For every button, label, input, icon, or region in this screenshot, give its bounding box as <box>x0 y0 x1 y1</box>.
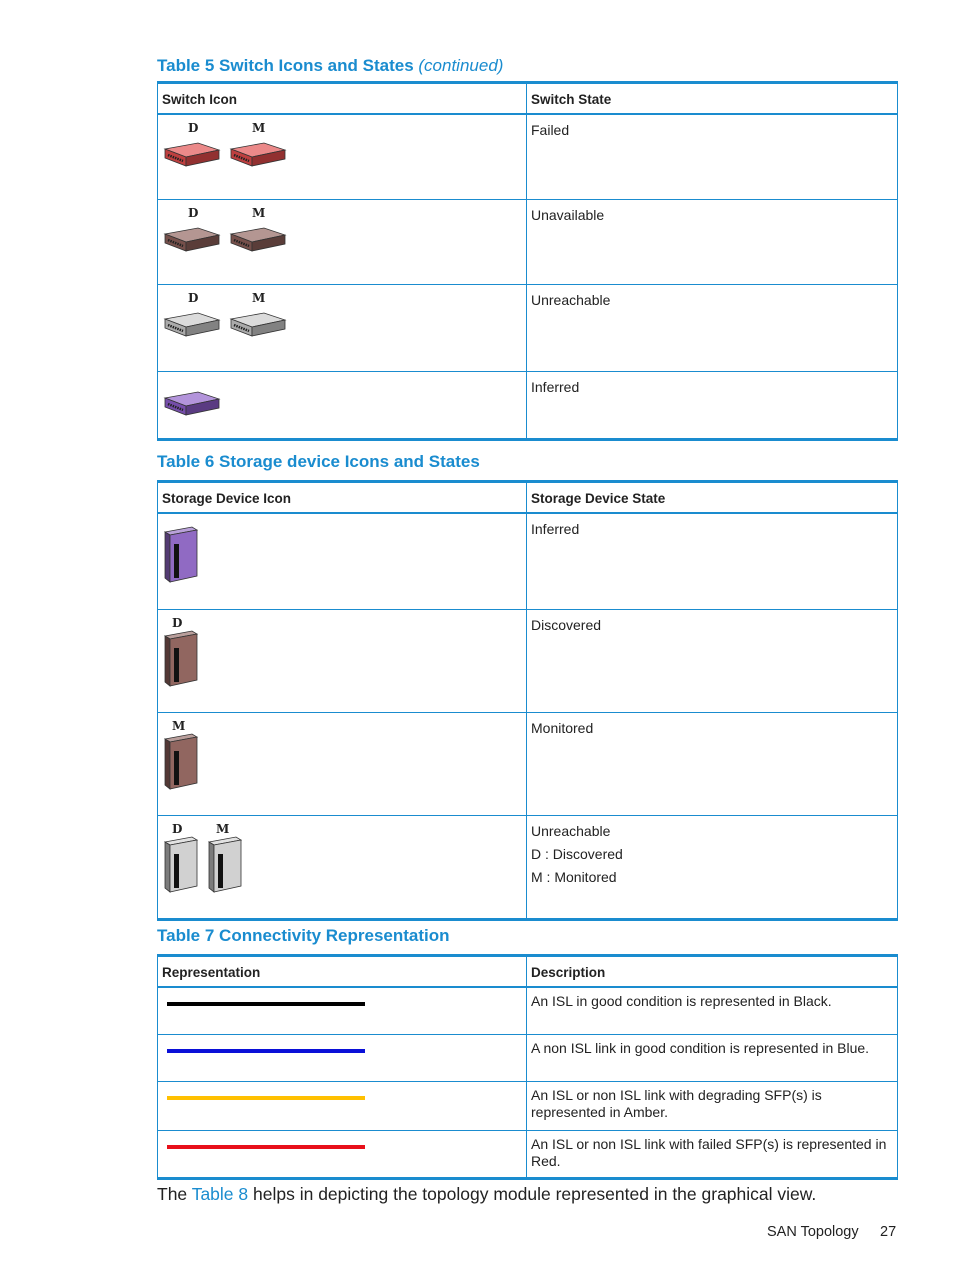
switch-icon <box>162 218 222 256</box>
representation-cell <box>158 1035 527 1082</box>
representation-cell <box>158 1082 527 1131</box>
table-row <box>158 1131 898 1179</box>
switch-icon-letter: M <box>252 291 266 305</box>
switch-icon <box>162 133 222 171</box>
storage-icon-letter: D <box>172 822 183 836</box>
footer-section: SAN Topology <box>767 1224 859 1240</box>
table7-caption: Table 7 Connectivity Representation <box>157 926 450 945</box>
storage-device-icon <box>162 630 200 688</box>
switch-icon <box>228 218 288 256</box>
switch-icon-cell <box>158 372 527 440</box>
storage-icon-1 <box>206 824 244 897</box>
connectivity-line <box>167 1002 365 1006</box>
switch-icon <box>162 382 222 420</box>
storage-icon-0 <box>162 721 200 794</box>
storage-state-line: Unreachable <box>531 823 611 839</box>
switch-icon-1 <box>228 208 288 259</box>
description-cell: An ISL or non ISL link with degrading SFP(s) is represented in Amber. <box>527 1082 898 1131</box>
table-row <box>158 816 898 920</box>
table-row <box>158 200 898 285</box>
storage-device-icon <box>162 836 200 894</box>
body-prefix: The <box>157 1184 188 1204</box>
switch-icon <box>162 303 222 341</box>
table-row <box>158 114 898 200</box>
table7-header-representation: Representation <box>158 956 527 988</box>
storage-device-icon <box>162 526 200 584</box>
table7-connectivity <box>157 954 898 1180</box>
table-row <box>158 713 898 816</box>
table7-header-description: Description <box>527 956 898 988</box>
table-row <box>158 610 898 713</box>
storage-icon-letter: D <box>172 616 183 630</box>
storage-icon-0 <box>162 824 200 897</box>
footer-page-number: 27 <box>880 1224 897 1240</box>
switch-icon-cell <box>158 285 527 372</box>
storage-icon-group <box>162 824 522 897</box>
switch-icon-0 <box>162 380 222 423</box>
storage-device-icon <box>206 836 244 894</box>
table-row <box>158 285 898 372</box>
storage-state-cell <box>527 713 898 816</box>
table6-header-state: Storage Device State <box>527 482 898 514</box>
storage-state-cell <box>527 610 898 713</box>
switch-icon-letter: D <box>188 206 199 220</box>
switch-state-cell: Inferred <box>527 372 898 440</box>
connectivity-line <box>167 1145 365 1149</box>
representation-cell <box>158 1131 527 1179</box>
table5-switch-icons <box>157 81 898 441</box>
switch-icon-letter: D <box>188 291 199 305</box>
switch-icon-1 <box>228 293 288 344</box>
switch-icon-letter: M <box>252 121 266 135</box>
table8-link[interactable]: Table 8 <box>191 1184 249 1204</box>
table6-caption: Table 6 Storage device Icons and States <box>157 452 480 471</box>
storage-icon-letter: M <box>172 719 186 733</box>
body-suffix: helps in depicting the topology module represented in the graphical view. <box>253 1184 817 1204</box>
switch-icon-0 <box>162 293 222 344</box>
switch-icon-group <box>162 123 522 174</box>
storage-state-line: Monitored <box>531 720 594 736</box>
switch-state-cell: Unreachable <box>527 285 898 372</box>
switch-icon-cell <box>158 200 527 285</box>
representation-cell <box>158 987 527 1035</box>
connectivity-line <box>167 1049 365 1053</box>
storage-icon-0 <box>162 618 200 691</box>
table-row <box>158 372 898 440</box>
switch-icon-group <box>162 293 522 344</box>
switch-icon <box>228 303 288 341</box>
storage-state-line: Discovered <box>531 617 602 633</box>
storage-state-cell <box>527 513 898 610</box>
description-cell: An ISL or non ISL link with failed SFP(s) is represented in Red. <box>527 1131 898 1179</box>
switch-state-cell: Failed <box>527 114 898 200</box>
storage-state-line: M : Monitored <box>531 869 617 885</box>
table5-header-state: Switch State <box>527 83 898 115</box>
switch-icon-letter: M <box>252 206 266 220</box>
storage-state-line: D : Discovered <box>531 846 623 862</box>
storage-icon-cell <box>158 513 527 610</box>
storage-icon-letter: M <box>216 822 230 836</box>
switch-icon-1 <box>228 123 288 174</box>
storage-state-cell <box>527 816 898 920</box>
description-cell: A non ISL link in good condition is represented in Blue. <box>527 1035 898 1082</box>
table-row <box>158 513 898 610</box>
switch-state-cell: Unavailable <box>527 200 898 285</box>
table6-header-icon: Storage Device Icon <box>158 482 527 514</box>
body-paragraph <box>157 1184 816 1205</box>
storage-icon-group <box>162 618 522 691</box>
storage-icon-cell <box>158 713 527 816</box>
table-row <box>158 1035 898 1082</box>
table5-caption <box>157 56 503 76</box>
storage-icon-cell <box>158 610 527 713</box>
switch-icon-cell <box>158 114 527 200</box>
table6-storage-icons <box>157 480 898 921</box>
storage-device-icon <box>162 733 200 791</box>
switch-icon-letter: D <box>188 121 199 135</box>
table-row <box>158 987 898 1035</box>
table5-header-icon: Switch Icon <box>158 83 527 115</box>
storage-icon-cell <box>158 816 527 920</box>
table5-caption-continued: (continued) <box>418 56 504 75</box>
switch-icon-0 <box>162 123 222 174</box>
storage-state-line: Inferred <box>531 521 580 537</box>
table5-caption-text: Table 5 Switch Icons and States <box>157 56 414 75</box>
connectivity-line <box>167 1096 365 1100</box>
switch-icon-group <box>162 208 522 259</box>
table-row <box>158 1082 898 1131</box>
storage-icon-group <box>162 522 522 587</box>
switch-icon-0 <box>162 208 222 259</box>
storage-icon-group <box>162 721 522 794</box>
switch-icon-group <box>162 380 522 423</box>
storage-icon-0 <box>162 522 200 587</box>
description-cell: An ISL in good condition is represented in Black. <box>527 987 898 1035</box>
switch-icon <box>228 133 288 171</box>
